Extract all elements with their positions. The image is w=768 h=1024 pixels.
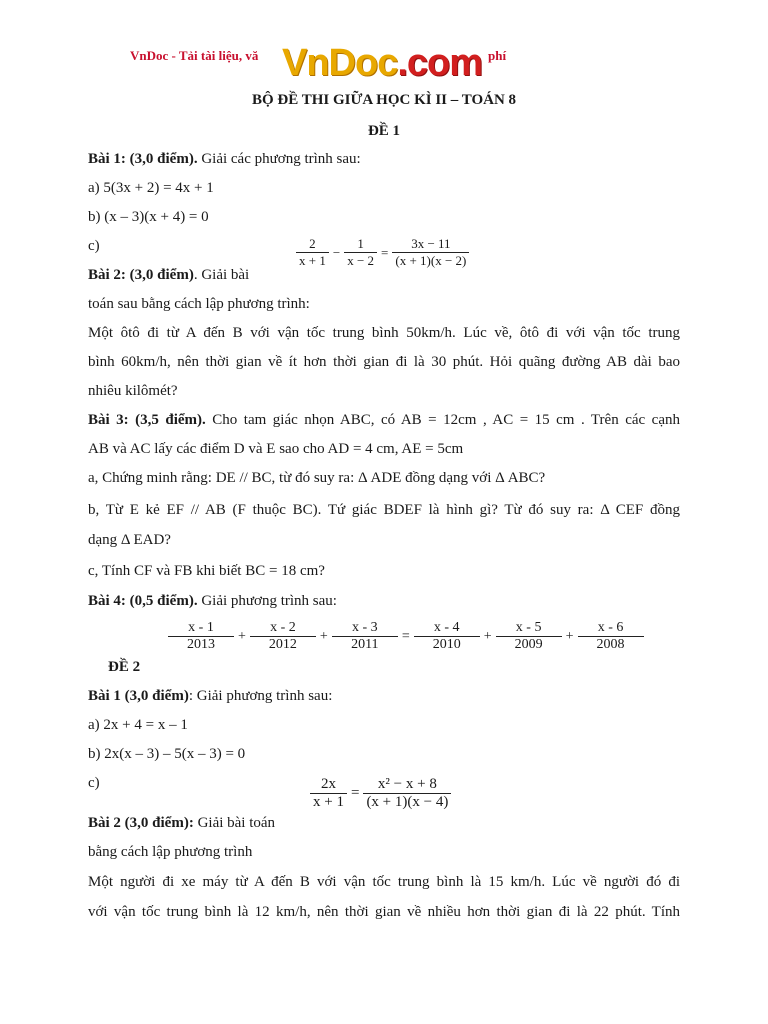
exam2-problem-2-paragraph-line1: Một người đi xe máy từ A đến B với vận tốc trung bình là 15 km/h. Lúc về người đó đi xyxy=(88,874,680,890)
problem-3-line2: AB và AC lấy các điểm D và E sao cho AD = 4 cm, AE = 5cm xyxy=(88,441,464,457)
problem-3b-line1: b, Từ E kẻ EF // AB (F thuộc BC). Tứ giác BDEF là hình gì? Từ đó suy ra: Δ CEF đồng xyxy=(88,502,680,518)
eq-numerator: 2x xyxy=(310,776,347,794)
eq-denominator: 2012 xyxy=(268,637,297,652)
eq-denominator: 2013 xyxy=(187,637,215,652)
eq-numerator: 3x − 11 xyxy=(392,236,469,253)
eq-numerator: x - 6 xyxy=(578,620,644,637)
problem-3-label: Bài 3: (3,5 điểm). xyxy=(88,412,206,428)
problem-3c: c, Tính CF và FB khi biết BC = 18 cm? xyxy=(88,563,325,579)
problem-2-instruction-line2: toán sau bằng cách lập phương trình: xyxy=(88,296,310,312)
exam2-problem-1a: a) 2x + 4 = x – 1 xyxy=(88,717,188,733)
eq-operator: = xyxy=(401,628,410,644)
eq-fraction xyxy=(496,620,562,653)
eq-denominator: x + 1 xyxy=(299,253,326,268)
problem-3b-line2: dạng Δ EAD? xyxy=(88,532,171,548)
problem-4-heading xyxy=(88,593,337,610)
eq-denominator: 2008 xyxy=(596,637,625,652)
eq-denominator: (x + 1)(x − 4) xyxy=(366,794,449,810)
eq-operator: − xyxy=(332,244,341,260)
exam2-problem-2-paragraph-line2: với vận tốc trung bình là 12 km/h, nên thời gian về nhiều hơn thời gian đi là 22 phút. Tính xyxy=(88,904,680,920)
eq-fraction xyxy=(332,620,398,653)
eq-denominator: 2011 xyxy=(351,637,379,652)
eq-denominator: x + 1 xyxy=(313,794,344,810)
eq-numerator: x - 4 xyxy=(414,620,480,637)
eq-fraction xyxy=(168,620,234,653)
eq-fraction xyxy=(414,620,480,653)
eq-numerator: x - 5 xyxy=(496,620,562,637)
eq-operator: = xyxy=(381,244,389,260)
problem-3a: a, Chứng minh rằng: DE // BC, từ đó suy ra: Δ ADE đồng dạng với Δ ABC? xyxy=(88,470,546,486)
exam2-problem-1-label: Bài 1 (3,0 điểm) xyxy=(88,688,189,704)
exam2-problem-1-instruction: : Giải phương trình sau: xyxy=(188,688,333,704)
exam-heading-2: ĐỀ 2 xyxy=(108,659,141,675)
problem-1a: a) 5(3x + 2) = 4x + 1 xyxy=(88,180,214,196)
eq-numerator: x - 3 xyxy=(332,620,398,637)
eq-numerator: x - 1 xyxy=(168,620,234,637)
exam2-problem-2-label: Bài 2 (3,0 điểm): xyxy=(88,815,194,831)
problem-1c-label: c) xyxy=(88,238,100,254)
exam-heading-1: ĐỀ 1 xyxy=(367,123,401,139)
exam2-problem-2-instruction: Giải bài toán xyxy=(193,815,276,831)
exam2-problem-1b: b) 2x(x – 3) – 5(x – 3) = 0 xyxy=(88,746,246,762)
problem-4-equation xyxy=(168,620,644,653)
problem-4-label: Bài 4: (0,5 điểm). xyxy=(88,593,198,609)
problem-2-instruction: . Giải bài xyxy=(193,267,250,283)
exam2-problem-2-instruction-line2: bằng cách lập phương trình xyxy=(88,844,253,860)
problem-1-instruction: Giải các phương trình sau: xyxy=(197,151,361,167)
eq-operator: + xyxy=(238,628,246,644)
problem-2-paragraph-line1: Một ôtô đi từ A đến B với vận tốc trung bình 50km/h. Lúc về, ôtô đi với vận tốc trung xyxy=(88,325,680,341)
exam2-problem-2-heading xyxy=(88,815,275,832)
problem-4-instruction: Giải phương trình sau: xyxy=(197,593,337,609)
problem-3-heading xyxy=(88,412,680,429)
vndoc-logo-dom: .com xyxy=(397,42,483,84)
eq-denominator: x − 2 xyxy=(347,253,375,268)
document-title: BỘ ĐỀ THI GIỮA HỌC KÌ II – TOÁN 8 xyxy=(251,92,517,108)
vndoc-logo xyxy=(282,42,482,85)
eq-numerator: 2 xyxy=(296,236,329,253)
eq-operator: = xyxy=(350,785,360,801)
eq-fraction xyxy=(250,620,316,653)
exam2-problem-1c-label: c) xyxy=(88,775,100,791)
problem-3-instruction: Cho tam giác nhọn ABC, có AB = 12cm , AC = 15 cm . Trên các cạnh xyxy=(205,412,680,428)
exam2-problem-1c-equation xyxy=(310,776,451,811)
problem-1b: b) (x – 3)(x + 4) = 0 xyxy=(88,209,209,225)
problem-1-label: Bài 1: (3,0 điểm). xyxy=(88,151,198,167)
eq-fraction xyxy=(578,620,644,653)
eq-operator: + xyxy=(565,628,574,644)
problem-2-heading xyxy=(88,267,249,284)
problem-2-paragraph-line3: nhiêu kilômét? xyxy=(88,383,178,399)
eq-numerator: x - 2 xyxy=(250,620,316,637)
exam2-problem-1-heading xyxy=(88,688,332,705)
vndoc-brand-text-left: VnDoc - Tải tài liệu, vă xyxy=(130,48,259,63)
eq-operator: + xyxy=(483,628,492,644)
eq-denominator: (x + 1)(x − 2) xyxy=(395,253,467,268)
vndoc-logo-main: VnDoc xyxy=(282,42,398,84)
problem-1c-equation xyxy=(296,236,469,269)
eq-denominator: 2009 xyxy=(514,637,543,652)
vndoc-brand-text-right: phí xyxy=(488,48,507,63)
problem-2-label: Bài 2: (3,0 điểm) xyxy=(88,267,194,283)
eq-numerator: x² − x + 8 xyxy=(363,776,451,794)
eq-numerator: 1 xyxy=(344,236,377,253)
problem-1-heading xyxy=(88,151,361,168)
eq-operator: + xyxy=(319,628,328,644)
eq-denominator: 2010 xyxy=(432,637,461,652)
problem-2-paragraph-line2: bình 60km/h, nên thời gian về ít hơn thời gian đi là 30 phút. Hỏi quãng đường AB dài bao xyxy=(88,354,680,370)
